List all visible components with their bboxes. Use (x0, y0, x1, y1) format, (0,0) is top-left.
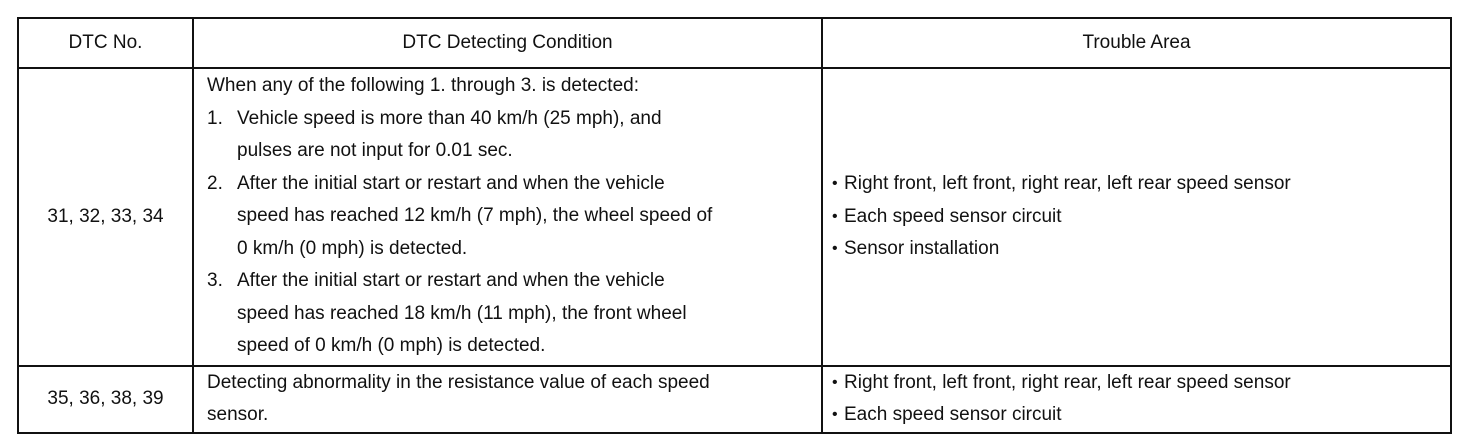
header-trouble-area: Trouble Area (822, 18, 1451, 68)
bullet-icon: • (832, 240, 838, 257)
trouble-area-item (832, 367, 1442, 400)
condition-intro: When any of the following 1. through 3. is detected: (207, 75, 639, 96)
condition-item-line: Vehicle speed is more than 40 km/h (25 mph), and (237, 107, 662, 129)
condition-item-line: speed has reached 18 km/h (11 mph), the front wheel (237, 302, 687, 324)
bullet-icon: • (832, 373, 838, 391)
condition-item (207, 265, 813, 363)
dtc-table (17, 17, 1452, 434)
trouble-area-text: Each speed sensor circuit (844, 404, 1062, 425)
table-row (18, 366, 1451, 433)
dtc-number-cell: 35, 36, 38, 39 (18, 366, 193, 433)
detecting-condition-cell (193, 366, 822, 433)
condition-item-line: After the initial start or restart and when the vehicle (237, 270, 665, 291)
trouble-area-text: Right front, left front, right rear, left rear speed sensor (844, 173, 1291, 194)
header-detecting-condition: DTC Detecting Condition (193, 18, 822, 68)
condition-item-number: 1. (207, 107, 223, 129)
table-row (18, 68, 1451, 366)
condition-item-line: After the initial start or restart and when the vehicle (237, 172, 665, 194)
header-row (18, 18, 1451, 68)
header-dtc-no: DTC No. (18, 18, 193, 68)
condition-item-line: speed has reached 12 km/h (7 mph), the wheel speed of (237, 205, 713, 226)
condition-item-line: speed of 0 km/h (0 mph) is detected. (237, 335, 546, 356)
trouble-area-text: Sensor installation (844, 238, 1000, 259)
condition-item (207, 103, 813, 168)
trouble-area-item (832, 168, 1442, 201)
dtc-number-cell: 31, 32, 33, 34 (18, 68, 193, 366)
condition-line: Detecting abnormality in the resistance value of each speed (207, 371, 710, 393)
trouble-area-item (832, 399, 1442, 432)
bullet-icon: • (832, 406, 838, 423)
bullet-icon: • (832, 175, 838, 192)
trouble-area-cell (822, 366, 1451, 433)
trouble-area-cell (822, 68, 1451, 366)
condition-item-number: 2. (207, 172, 223, 194)
condition-item (207, 168, 813, 266)
condition-line: sensor. (207, 404, 269, 425)
trouble-area-text: Right front, left front, right rear, left rear speed sensor (844, 371, 1291, 393)
bullet-icon: • (832, 207, 838, 225)
trouble-area-text: Each speed sensor circuit (844, 205, 1062, 227)
trouble-area-item (832, 201, 1442, 234)
condition-item-number: 3. (207, 270, 223, 291)
condition-item-line: 0 km/h (0 mph) is detected. (237, 237, 468, 259)
detecting-condition-cell (193, 68, 822, 366)
trouble-area-item (832, 233, 1442, 266)
condition-item-line: pulses are not input for 0.01 sec. (237, 140, 513, 161)
